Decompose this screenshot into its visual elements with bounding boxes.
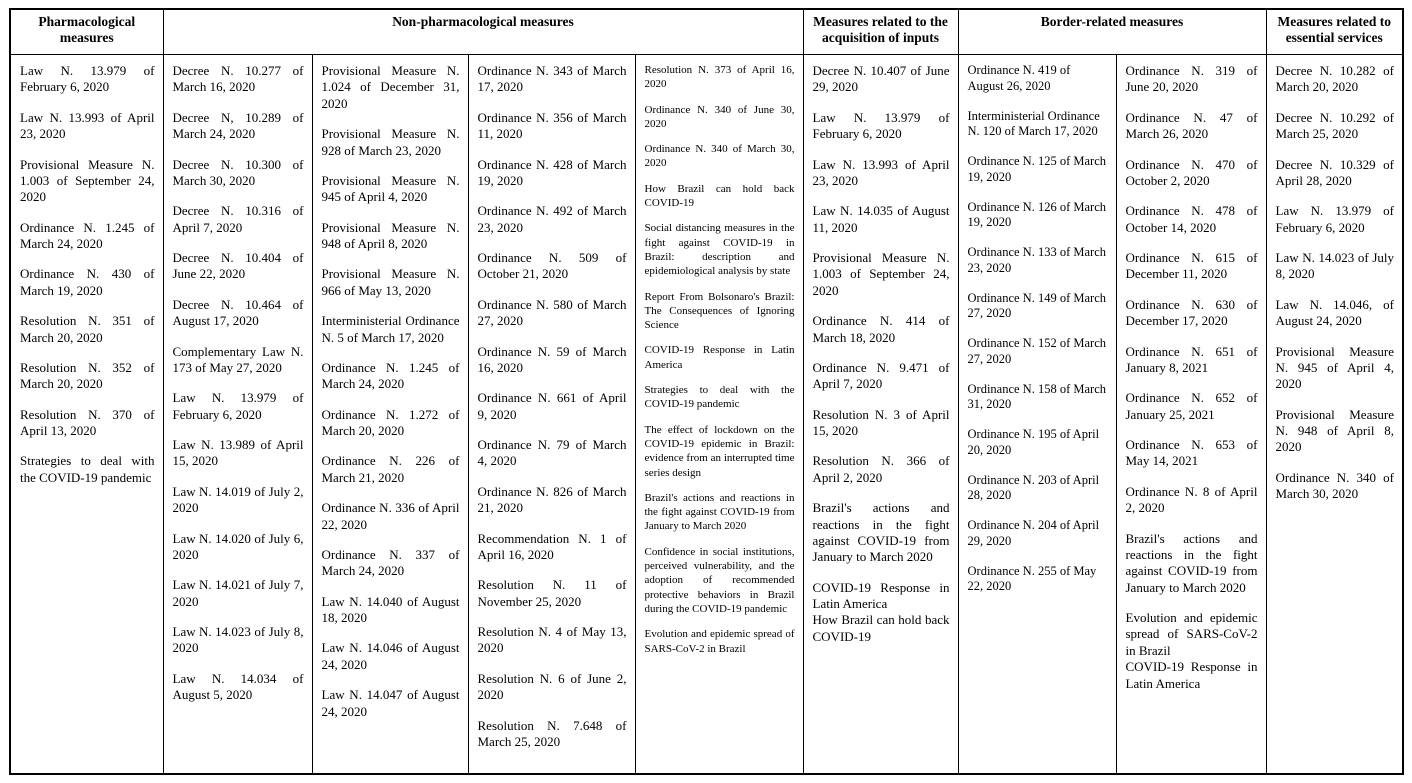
measure-item-line: Provisional Measure N. 928 of March 23, 2020 xyxy=(321,126,460,158)
header-pharmacological-measures: Pharmacological measures xyxy=(10,9,163,55)
measure-item xyxy=(20,313,155,346)
measure-item xyxy=(1126,63,1258,96)
measure-item xyxy=(478,297,627,330)
measure-item xyxy=(478,344,627,377)
measure-item xyxy=(968,291,1108,323)
measure-item xyxy=(813,453,950,486)
measure-item xyxy=(1126,390,1258,423)
measure-item xyxy=(478,624,627,657)
measure-item-line: Ordinance N. 340 of June 30, 2020 xyxy=(644,103,795,130)
measure-item xyxy=(1126,110,1258,143)
measure-item-line: Decree N. 10.407 of June 29, 2020 xyxy=(812,63,950,95)
measure-item-line: Ordinance N. 195 of April 20, 2020 xyxy=(967,427,1100,457)
measure-item xyxy=(478,437,627,470)
measure-item xyxy=(1126,610,1258,692)
measure-item-line: Resolution N. 3 of April 15, 2020 xyxy=(812,406,950,438)
measure-item xyxy=(322,313,460,346)
measure-item-line: Ordinance N. 430 of March 19, 2020 xyxy=(20,266,155,298)
measure-item-line: Resolution N. 11 of November 25, 2020 xyxy=(477,577,627,609)
measure-item-line: Provisional Measure N. 945 of April 4, 2020 xyxy=(321,172,460,205)
cell-content-non-pharmacological-3 xyxy=(469,55,635,773)
measure-item xyxy=(645,182,795,211)
measure-item-line: Decree N, 10.289 of March 24, 2020 xyxy=(172,109,304,142)
measure-item-line: Ordinance N. 630 of December 17, 2020 xyxy=(1125,296,1258,329)
measure-item xyxy=(20,407,155,440)
measure-item xyxy=(478,671,627,704)
measure-item xyxy=(173,531,304,564)
measure-item xyxy=(813,580,950,646)
measure-item xyxy=(478,390,627,423)
measure-item-line: Ordinance N. 343 of March 17, 2020 xyxy=(477,63,627,95)
measure-item xyxy=(813,250,950,299)
measure-item-line: Provisional Measure N. 948 of April 8, 2020 xyxy=(321,219,460,251)
measure-item-line: Law N. 13.993 of April 23, 2020 xyxy=(20,109,155,142)
measure-item xyxy=(1126,531,1258,597)
measure-item-line: Ordinance N. 428 of March 19, 2020 xyxy=(477,156,627,188)
measure-item xyxy=(1276,203,1395,236)
measure-item-line: Law N. 14.046 of August 24, 2020 xyxy=(321,640,460,672)
measure-item xyxy=(478,484,627,517)
measure-item xyxy=(968,63,1108,95)
measure-item xyxy=(173,250,304,283)
column-acquisition-of-inputs xyxy=(803,55,958,775)
measure-item-line: Ordinance N. 204 of April 29, 2020 xyxy=(967,518,1100,548)
measure-item xyxy=(645,545,795,616)
measure-item-line: Strategies to deal with the COVID-19 pandemic xyxy=(644,384,795,411)
measure-item xyxy=(1126,157,1258,190)
measure-item-line: Ordinance N. 126 of March 19, 2020 xyxy=(967,199,1106,230)
measure-item xyxy=(1126,437,1258,470)
measure-item-line: Ordinance N. 133 of March 23, 2020 xyxy=(967,245,1106,275)
measure-item-line: Law N. 14.034 of August 5, 2020 xyxy=(172,670,304,703)
measure-item xyxy=(322,63,460,112)
measure-item-line: COVID-19 Response in Latin America xyxy=(812,579,950,611)
measure-item xyxy=(968,245,1108,277)
measure-item-line: Decree N. 10.282 of March 20, 2020 xyxy=(1275,63,1394,95)
measure-item xyxy=(322,687,460,720)
measure-item-line: Ordinance N. 652 of January 25, 2021 xyxy=(1125,390,1258,422)
measure-item xyxy=(1276,297,1395,330)
measure-item xyxy=(813,157,950,190)
measure-item-line: Ordinance N. 340 of March 30, 2020 xyxy=(1275,469,1394,502)
measure-item-line: Ordinance N. 826 of March 21, 2020 xyxy=(477,483,627,516)
measure-item-line: Ordinance N. 470 of October 2, 2020 xyxy=(1125,156,1258,188)
measure-item-line: Resolution N. 370 of April 13, 2020 xyxy=(20,406,155,438)
measure-item-line: Law N. 14.040 of August 18, 2020 xyxy=(321,593,460,625)
measure-item xyxy=(20,220,155,253)
cell-content-non-pharmacological-1 xyxy=(164,55,312,773)
measure-item-line: Law N. 14.046, of August 24, 2020 xyxy=(1275,296,1394,329)
body-row xyxy=(10,55,1403,775)
cell-content-non-pharmacological-2 xyxy=(313,55,468,773)
header-row xyxy=(10,9,1403,55)
measure-item xyxy=(645,383,795,412)
measure-item-line: Interministerial Ordinance N. 120 of March 17, 2020 xyxy=(967,108,1100,139)
measure-item-line: Law N. 14.023 of July 8, 2020 xyxy=(172,624,304,656)
measure-item-line: Brazil's actions and reactions in the fight against COVID-19 from January to March 2020 xyxy=(644,491,795,533)
measure-item xyxy=(478,110,627,143)
measure-item-line: Ordinance N. 1.272 of March 20, 2020 xyxy=(321,406,460,438)
measure-item xyxy=(173,63,304,96)
measure-item xyxy=(322,594,460,627)
measure-item xyxy=(478,63,627,96)
measure-item-line: Law N. 13.993 of April 23, 2020 xyxy=(812,156,950,188)
measure-item xyxy=(173,110,304,143)
measure-item xyxy=(1126,203,1258,236)
measure-item-line: Ordinance N. 125 of March 19, 2020 xyxy=(967,154,1106,184)
measure-item-line: Provisional Measure N. 1.024 of December 31, 2020 xyxy=(321,63,460,111)
measure-item xyxy=(813,500,950,566)
measure-item-line: Resolution N. 7.648 of March 25, 2020 xyxy=(477,717,627,749)
measure-item-line: The effect of lockdown on the COVID-19 epidemic in Brazil: evidence from an interrupted time series design xyxy=(644,423,795,479)
measure-item-line: Decree N. 10.404 of June 22, 2020 xyxy=(172,250,304,282)
measure-item xyxy=(478,203,627,236)
measure-item-line: Law N. 14.035 of August 11, 2020 xyxy=(812,203,950,235)
measure-item-line: Evolution and epidemic spread of SARS-CoV-2 in Brazil xyxy=(1125,610,1258,658)
measure-item xyxy=(813,360,950,393)
measure-item xyxy=(20,453,155,486)
measure-item-line: Ordinance N. 319 of June 20, 2020 xyxy=(1125,63,1258,95)
cell-content-acquisition-of-inputs xyxy=(804,55,958,773)
measure-item xyxy=(1276,470,1395,503)
measure-item-line: Ordinance N. 1.245 of March 24, 2020 xyxy=(321,359,460,392)
measure-item-line: Resolution N. 373 of April 16, 2020 xyxy=(644,64,795,91)
measure-item xyxy=(173,390,304,423)
measure-item-line: Ordinance N. 226 of March 21, 2020 xyxy=(321,453,460,485)
measure-item xyxy=(173,484,304,517)
measure-item xyxy=(645,343,795,372)
column-border-related-2 xyxy=(1116,55,1266,775)
measure-item-line: How Brazil can hold back COVID-19 xyxy=(812,612,950,644)
measure-item-line: Confidence in social institutions, perceived vulnerability, and the adoption of recommended protective behaviors in Brazil during the COVID-19 pandemic xyxy=(644,545,795,615)
measure-item-line: Ordinance N. 255 of May 22, 2020 xyxy=(967,563,1097,594)
measure-item xyxy=(645,290,795,333)
measure-item-line: Law N. 13.979 of February 6, 2020 xyxy=(172,390,304,422)
column-border-related-1 xyxy=(958,55,1116,775)
measure-item-line: Law N. 14.020 of July 6, 2020 xyxy=(172,530,304,562)
measure-item xyxy=(322,547,460,580)
measure-item-line: Decree N. 10.329 of April 28, 2020 xyxy=(1275,156,1394,188)
measure-item-line: Ordinance N. 337 of March 24, 2020 xyxy=(321,546,460,579)
measure-item xyxy=(968,336,1108,368)
measure-item-line: Evolution and epidemic spread of SARS-CoV-2 in Brazil xyxy=(644,628,795,655)
measure-item xyxy=(322,360,460,393)
measure-item xyxy=(173,157,304,190)
measure-item xyxy=(173,203,304,236)
measure-item xyxy=(173,297,304,330)
measure-item-line: Social distancing measures in the fight against COVID-19 in Brazil: description and epidemiological analysis by state xyxy=(644,222,795,278)
measure-item-line: Interministerial Ordinance N. 5 of March 17, 2020 xyxy=(321,313,460,345)
measure-item-line: Ordinance N. 203 of April 28, 2020 xyxy=(967,472,1100,503)
measure-item-line: Resolution N. 4 of May 13, 2020 xyxy=(477,624,627,656)
measure-item xyxy=(20,266,155,299)
measure-item xyxy=(968,200,1108,232)
measure-item-line: Ordinance N. 79 of March 4, 2020 xyxy=(477,437,627,469)
measure-item-line: Ordinance N. 340 of March 30, 2020 xyxy=(644,143,795,170)
measure-item-line: Resolution N. 351 of March 20, 2020 xyxy=(20,313,155,345)
measure-item xyxy=(322,126,460,159)
measure-item-line: Ordinance N. 580 of March 27, 2020 xyxy=(477,296,627,329)
measure-item xyxy=(1276,250,1395,283)
measure-item-line: Ordinance N. 9.471 of April 7, 2020 xyxy=(812,359,950,392)
measure-item xyxy=(813,110,950,143)
measure-item-line: Ordinance N. 59 of March 16, 2020 xyxy=(477,343,627,375)
measure-item-line: COVID-19 Response in Latin America xyxy=(1125,659,1258,691)
covid-measures-table xyxy=(9,8,1404,775)
column-pharmacological-measures xyxy=(10,55,163,775)
measure-item xyxy=(20,157,155,206)
measure-item xyxy=(1276,110,1395,143)
measure-item-line: Provisional Measure N. 1.003 of September 24, 2020 xyxy=(20,156,155,205)
measure-item xyxy=(645,142,795,171)
measure-item-line: COVID-19 Response in Latin America xyxy=(644,344,795,371)
measure-item xyxy=(1276,407,1395,456)
measure-item-line: Ordinance N. 336 of April 22, 2020 xyxy=(321,500,460,532)
measure-item xyxy=(968,518,1108,550)
measure-item-line: Decree N. 10.277 of March 16, 2020 xyxy=(172,63,304,95)
measure-item xyxy=(20,110,155,143)
measure-item xyxy=(173,344,304,377)
measure-item xyxy=(322,220,460,253)
measure-item-line: How Brazil can hold back COVID-19 xyxy=(644,182,795,210)
measure-item-line: Brazil's actions and reactions in the fight against COVID-19 from January to March 2020 xyxy=(1125,530,1258,595)
measure-item-line: Law N. 13.979 of February 6, 2020 xyxy=(20,63,155,95)
measure-item-line: Decree N. 10.316 of April 7, 2020 xyxy=(172,203,304,235)
column-non-pharmacological-1 xyxy=(163,55,312,775)
measure-item-line: Ordinance N. 492 of March 23, 2020 xyxy=(477,203,627,235)
measure-item-line: Recommendation N. 1 of April 16, 2020 xyxy=(477,530,627,562)
measure-item-line: Ordinance N. 651 of January 8, 2021 xyxy=(1125,343,1258,375)
measure-item-line: Provisional Measure N. 948 of April 8, 2020 xyxy=(1275,406,1394,455)
measure-item xyxy=(478,577,627,610)
measure-item xyxy=(813,313,950,346)
measure-item-line: Ordinance N. 1.245 of March 24, 2020 xyxy=(20,219,155,251)
measure-item xyxy=(322,453,460,486)
measure-item xyxy=(322,640,460,673)
measure-item xyxy=(478,250,627,283)
measure-item-line: Brazil's actions and reactions in the fight against COVID-19 from January to March 2020 xyxy=(812,500,950,565)
measure-item-line: Law N. 13.989 of April 15, 2020 xyxy=(172,437,304,469)
header-essential-services: Measures related to essential services xyxy=(1266,9,1403,55)
measure-item-line: Decree N. 10.464 of August 17, 2020 xyxy=(172,296,304,329)
measure-item xyxy=(968,564,1108,596)
measure-item-line: Law N. 13.979 of February 6, 2020 xyxy=(1275,203,1394,235)
measure-item-line: Provisional Measure N. 945 of April 4, 2020 xyxy=(1275,343,1394,392)
measure-item-line: Strategies to deal with the COVID-19 pandemic xyxy=(20,453,155,485)
measure-item xyxy=(968,473,1108,505)
measure-item-line: Law N. 13.979 of February 6, 2020 xyxy=(812,109,950,142)
measure-item-line: Ordinance N. 8 of April 2, 2020 xyxy=(1125,483,1258,516)
measure-item-line: Ordinance N. 47 of March 26, 2020 xyxy=(1125,109,1258,142)
measure-item-line: Complementary Law N. 173 of May 27, 2020 xyxy=(172,343,304,375)
measure-item-line: Ordinance N. 149 of March 27, 2020 xyxy=(967,290,1106,321)
measure-item-line: Ordinance N. 661 of April 9, 2020 xyxy=(477,390,627,422)
measure-item xyxy=(173,437,304,470)
measure-item-line: Law N. 14.019 of July 2, 2020 xyxy=(172,483,304,516)
header-acquisition-of-inputs: Measures related to the acquisition of inputs xyxy=(803,9,958,55)
header-non-pharmacological-measures: Non-pharmacological measures xyxy=(163,9,803,55)
measure-item xyxy=(645,423,795,480)
measure-item-line: Provisional Measure N. 1.003 of September 24, 2020 xyxy=(812,250,950,298)
header-border-related-measures: Border-related measures xyxy=(958,9,1266,55)
column-non-pharmacological-4 xyxy=(635,55,803,775)
measure-item xyxy=(968,109,1108,141)
measure-item-line: Ordinance N. 509 of October 21, 2020 xyxy=(477,250,627,282)
measure-item-line: Ordinance N. 419 of August 26, 2020 xyxy=(967,63,1071,93)
cell-content-pharmacological xyxy=(11,55,163,773)
cell-content-border-related-2 xyxy=(1117,55,1266,773)
measure-item-line: Resolution N. 352 of March 20, 2020 xyxy=(20,359,155,392)
measure-item xyxy=(813,63,950,96)
cell-content-essential-services xyxy=(1267,55,1403,773)
measure-item xyxy=(20,63,155,96)
measure-item xyxy=(20,360,155,393)
measure-item-line: Ordinance N. 414 of March 18, 2020 xyxy=(812,313,950,345)
measure-item xyxy=(813,203,950,236)
measure-item xyxy=(968,382,1108,414)
measure-item-line: Decree N. 10.292 of March 25, 2020 xyxy=(1275,109,1394,142)
measure-item xyxy=(173,624,304,657)
measure-item xyxy=(645,491,795,534)
measure-item xyxy=(173,577,304,610)
measure-item-line: Ordinance N. 478 of October 14, 2020 xyxy=(1125,203,1258,235)
measure-item xyxy=(1276,344,1395,393)
measure-item xyxy=(1126,250,1258,283)
cell-content-border-related-1 xyxy=(959,55,1116,773)
column-non-pharmacological-3 xyxy=(468,55,635,775)
measure-item xyxy=(1126,297,1258,330)
cell-content-non-pharmacological-4 xyxy=(636,55,803,773)
measure-item xyxy=(968,427,1108,459)
measure-item xyxy=(478,157,627,190)
measure-item-line: Decree N. 10.300 of March 30, 2020 xyxy=(172,156,304,188)
measure-item xyxy=(1276,157,1395,190)
measure-item-line: Ordinance N. 152 of March 27, 2020 xyxy=(967,336,1106,366)
measure-item xyxy=(645,627,795,656)
measure-item xyxy=(645,63,795,92)
column-non-pharmacological-2 xyxy=(312,55,468,775)
measure-item-line: Ordinance N. 615 of December 11, 2020 xyxy=(1125,250,1258,282)
measure-item-line: Provisional Measure N. 966 of May 13, 2020 xyxy=(321,266,460,298)
measure-item-line: Ordinance N. 653 of May 14, 2021 xyxy=(1125,437,1258,469)
measure-item xyxy=(322,173,460,206)
measure-item xyxy=(173,671,304,704)
measure-item-line: Law N. 14.021 of July 7, 2020 xyxy=(172,577,304,609)
measure-item-line: Resolution N. 366 of April 2, 2020 xyxy=(812,453,950,485)
measure-item-line: Law N. 14.023 of July 8, 2020 xyxy=(1275,250,1394,282)
measure-item xyxy=(968,154,1108,186)
measure-item xyxy=(322,500,460,533)
measure-item xyxy=(1276,63,1395,96)
measure-item xyxy=(1126,344,1258,377)
measure-item xyxy=(322,407,460,440)
measure-item-line: Report From Bolsonaro's Brazil: The Consequences of Ignoring Science xyxy=(644,290,795,332)
measure-item xyxy=(478,531,627,564)
measure-item-line: Ordinance N. 356 of March 11, 2020 xyxy=(477,109,627,142)
measure-item xyxy=(645,221,795,278)
measure-item xyxy=(813,407,950,440)
measure-item xyxy=(1126,484,1258,517)
measure-item xyxy=(645,103,795,132)
column-essential-services xyxy=(1266,55,1403,775)
measure-item xyxy=(322,266,460,299)
measure-item-line: Resolution N. 6 of June 2, 2020 xyxy=(477,670,627,703)
measure-item-line: Ordinance N. 158 of March 31, 2020 xyxy=(967,381,1106,412)
measure-item-line: Law N. 14.047 of August 24, 2020 xyxy=(321,687,460,719)
measure-item xyxy=(478,718,627,751)
